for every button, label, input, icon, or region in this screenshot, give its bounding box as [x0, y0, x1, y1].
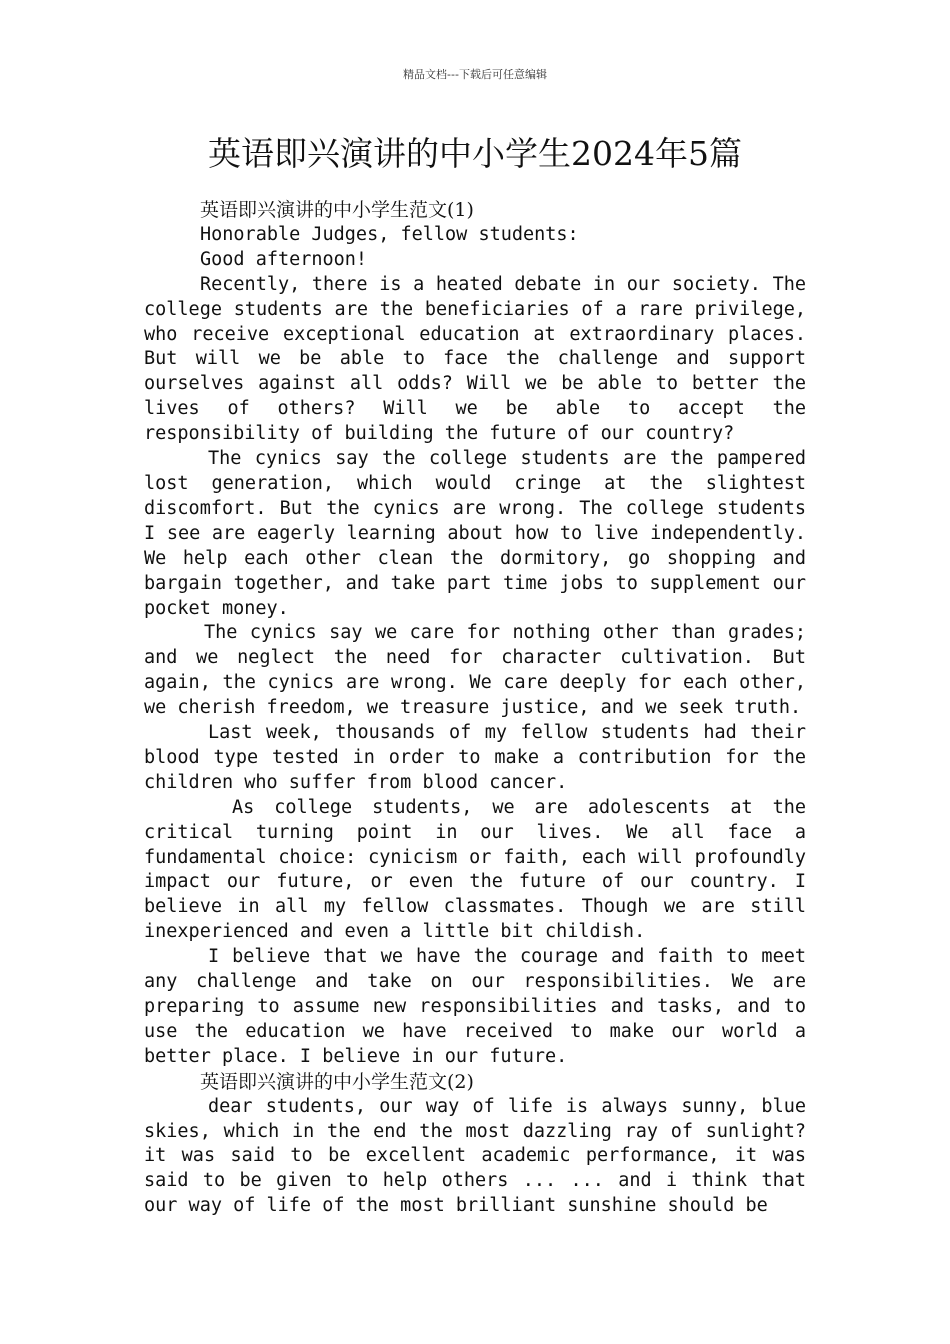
salutation: Honorable Judges, fellow students: [200, 223, 579, 245]
greeting: Good afternoon! [200, 248, 368, 270]
section-heading: 英语即兴演讲的中小学生范文(2) [200, 1070, 474, 1093]
paragraph: Last week, thousands of my fellow students had their blood type tested in order to make a contribution for the children who suffer from blood cancer. [144, 722, 806, 793]
paragraph: The cynics say we care for nothing other than grades; and we neglect the need for character cultivation. But again, the cynics are wrong. We care deeply for each other, we cherish freedom, we treasure justice, and we seek truth. [144, 622, 806, 719]
paragraph: I believe that we have the courage and faith to meet any challenge and take on our responsibilities. We are preparing to assume new responsibilities and tasks, and to use the education we have received to make our world a better place. I believe in our future. [144, 946, 806, 1067]
document-title: 英语即兴演讲的中小学生2024年5篇 [208, 134, 742, 173]
paragraph: The cynics say the college students are the pampered lost generation, which would cringe at the slightest discomfort. But the cynics are wrong. The college students I see are eagerly learning about how to live independently. We help each other clean the dormitory, go shopping and bargain together, and take part time jobs to supplement our pocket money. [144, 448, 806, 619]
paragraph: dear students, our way of life is always sunny, blue skies, which in the end the most dazzling ray of sunlight? it was said to be excellent academic performance, it was said to be given to help others ... ... and i think that our way of life of the most brilliant sunshine should be [144, 1095, 806, 1217]
header-note: 精品文档---下载后可任意编辑 [403, 68, 547, 81]
paragraph: As college students, we are adolescents at the critical turning point in our lives. We all face a fundamental choice: cynicism or faith, each will profoundly impact our future, or even the future of our country. I believe in all my fellow classmates. Though we are still inexperienced and even a little bit childish. [144, 796, 806, 943]
document-body [144, 198, 806, 1219]
paragraph: Recently, there is a heated debate in our society. The college students are the beneficiaries of a rare privilege, who receive exceptional education at extraordinary places. But will we be able to face the challenge and support ourselves against all odds? Will we be able to better the lives of others? Will we be able to accept the responsibility of building the future of our country? [144, 273, 806, 445]
section-heading: 英语即兴演讲的中小学生范文(1) [200, 199, 474, 221]
